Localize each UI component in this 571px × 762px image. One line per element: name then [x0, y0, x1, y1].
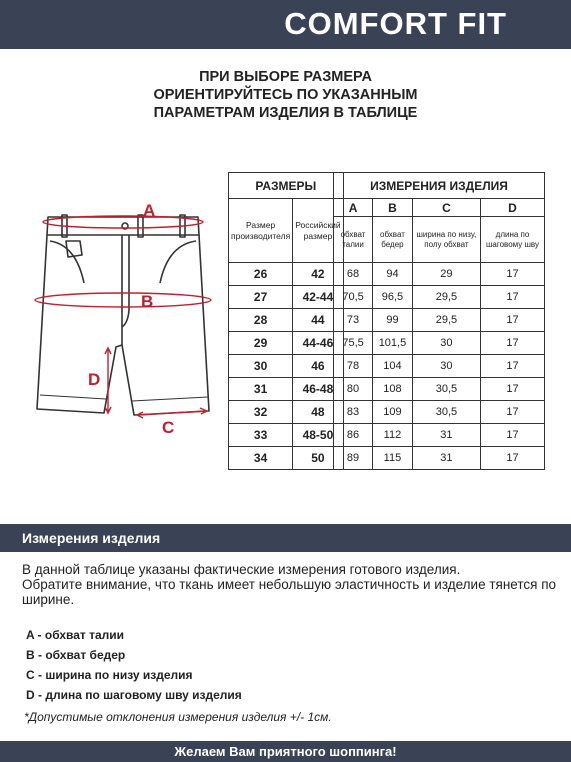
table-row: [334, 424, 545, 447]
manufacturer-size: 29: [229, 332, 293, 355]
col-desc-c: ширина по низу, полу обхват: [412, 217, 480, 263]
manufacturer-size: 34: [229, 447, 293, 470]
headline-line-3: ПАРАМЕТРАМ ИЗДЕЛИЯ В ТАБЛИЦЕ: [153, 105, 418, 121]
table-row: [334, 263, 545, 286]
measure-d: 17: [481, 424, 545, 447]
manufacturer-size: 26: [229, 263, 293, 286]
measure-b: 108: [373, 378, 413, 401]
shorts-diagram: [28, 195, 228, 440]
manufacturer-size: 32: [229, 401, 293, 424]
manufacturer-size: 27: [229, 286, 293, 309]
info-text: [22, 562, 562, 607]
table-row: [334, 286, 545, 309]
footer-banner: [0, 741, 571, 762]
measure-c: 31: [412, 424, 480, 447]
table-row: [229, 424, 344, 447]
sizes-table-title: РАЗМЕРЫ: [229, 173, 344, 199]
measure-c: 30,5: [412, 401, 480, 424]
measure-c: 29,5: [412, 309, 480, 332]
table-row: [334, 447, 545, 470]
legend-item: B - обхват бедер: [26, 648, 126, 662]
table-row: [334, 401, 545, 424]
table-row: [229, 286, 344, 309]
measure-a: 80: [334, 378, 373, 401]
russian-size: 50: [293, 447, 343, 470]
col-letter-a: A: [334, 199, 373, 217]
table-row: [334, 378, 545, 401]
col-desc-a: обхват талии: [334, 217, 373, 263]
legend-item: D - длина по шаговому шву изделия: [26, 688, 242, 702]
table-row: [229, 447, 344, 470]
measure-c: 30,5: [412, 378, 480, 401]
table-row: [229, 401, 344, 424]
sizes-table: [228, 172, 344, 470]
measure-a: 78: [334, 355, 373, 378]
hem-measure-c: [138, 411, 206, 415]
fit-title: COMFORT FIT: [284, 6, 507, 41]
russian-size: 46: [293, 355, 343, 378]
measure-a: 86: [334, 424, 373, 447]
measure-c: 29: [412, 263, 480, 286]
info-paragraph-2: Обратите внимание, что ткань имеет небольшую эластичность и изделие тянется по ширине.: [22, 577, 557, 607]
section-title: Измерения изделия: [22, 530, 161, 546]
russian-size: 46-48: [293, 378, 343, 401]
russian-size: 48-50: [293, 424, 343, 447]
table-row: [334, 332, 545, 355]
measure-a: 68: [334, 263, 373, 286]
measures-table-title: ИЗМЕРЕНИЯ ИЗДЕЛИЯ: [334, 173, 545, 199]
headline-line-1: ПРИ ВЫБОРЕ РАЗМЕРА: [199, 69, 372, 85]
size-advice-headline: [0, 68, 571, 122]
legend-item: C - ширина по низу изделия: [26, 668, 193, 682]
measurement-marks: [35, 216, 211, 418]
label-c: C: [162, 418, 175, 437]
measure-c: 30: [412, 332, 480, 355]
tolerance-footnote: *Допустимые отклонения измерения изделия +/- 1см.: [24, 710, 332, 724]
measurement-legend: [26, 625, 242, 705]
measures-table: [333, 172, 545, 470]
manufacturer-size: 33: [229, 424, 293, 447]
measure-d: 17: [481, 309, 545, 332]
measure-c: 31: [412, 447, 480, 470]
top-banner: [0, 0, 571, 49]
col-russian-size: Российский размер: [293, 199, 343, 263]
measure-b: 101,5: [373, 332, 413, 355]
section-header: [0, 524, 571, 552]
measure-b: 115: [373, 447, 413, 470]
headline-line-2: ОРИЕНТИРУЙТЕСЬ ПО УКАЗАННЫМ: [153, 87, 418, 103]
col-desc-b: обхват бедер: [373, 217, 413, 263]
info-paragraph-1: В данной таблице указаны фактические измерения готового изделия.: [22, 562, 461, 577]
col-letter-d: D: [481, 199, 545, 217]
hip-measure-b: [35, 293, 211, 307]
measure-a: 89: [334, 447, 373, 470]
label-b: B: [141, 292, 154, 311]
table-row: [334, 309, 545, 332]
measure-d: 17: [481, 447, 545, 470]
measure-b: 109: [373, 401, 413, 424]
russian-size: 44: [293, 309, 343, 332]
legend-item: A - обхват талии: [26, 628, 125, 642]
russian-size: 42: [293, 263, 343, 286]
measure-d: 17: [481, 286, 545, 309]
label-d: D: [88, 370, 101, 389]
measure-d: 17: [481, 263, 545, 286]
measure-c: 30: [412, 355, 480, 378]
col-desc-d: длина по шаговому шву: [481, 217, 545, 263]
russian-size: 42-44: [293, 286, 343, 309]
measure-a: 70,5: [334, 286, 373, 309]
measure-b: 96,5: [373, 286, 413, 309]
measure-b: 99: [373, 309, 413, 332]
measure-a: 83: [334, 401, 373, 424]
russian-size: 48: [293, 401, 343, 424]
shorts-outline: [37, 215, 209, 415]
measure-d: 17: [481, 355, 545, 378]
measure-a: 73: [334, 309, 373, 332]
russian-size: 44-46: [293, 332, 343, 355]
label-a: A: [143, 201, 156, 220]
table-row: [229, 332, 344, 355]
measure-c: 29,5: [412, 286, 480, 309]
measure-b: 112: [373, 424, 413, 447]
measure-b: 104: [373, 355, 413, 378]
col-letter-c: C: [412, 199, 480, 217]
footer-text: Желаем Вам приятного шоппинга!: [174, 744, 397, 759]
manufacturer-size: 28: [229, 309, 293, 332]
measure-a: 75,5: [334, 332, 373, 355]
col-manufacturer-size: Размер производителя: [229, 199, 293, 263]
table-row: [229, 378, 344, 401]
table-row: [229, 263, 344, 286]
table-row: [229, 355, 344, 378]
measure-d: 17: [481, 332, 545, 355]
measure-d: 17: [481, 401, 545, 424]
col-letter-b: B: [373, 199, 413, 217]
manufacturer-size: 30: [229, 355, 293, 378]
table-row: [229, 309, 344, 332]
manufacturer-size: 31: [229, 378, 293, 401]
measure-d: 17: [481, 378, 545, 401]
table-row: [334, 355, 545, 378]
measure-b: 94: [373, 263, 413, 286]
